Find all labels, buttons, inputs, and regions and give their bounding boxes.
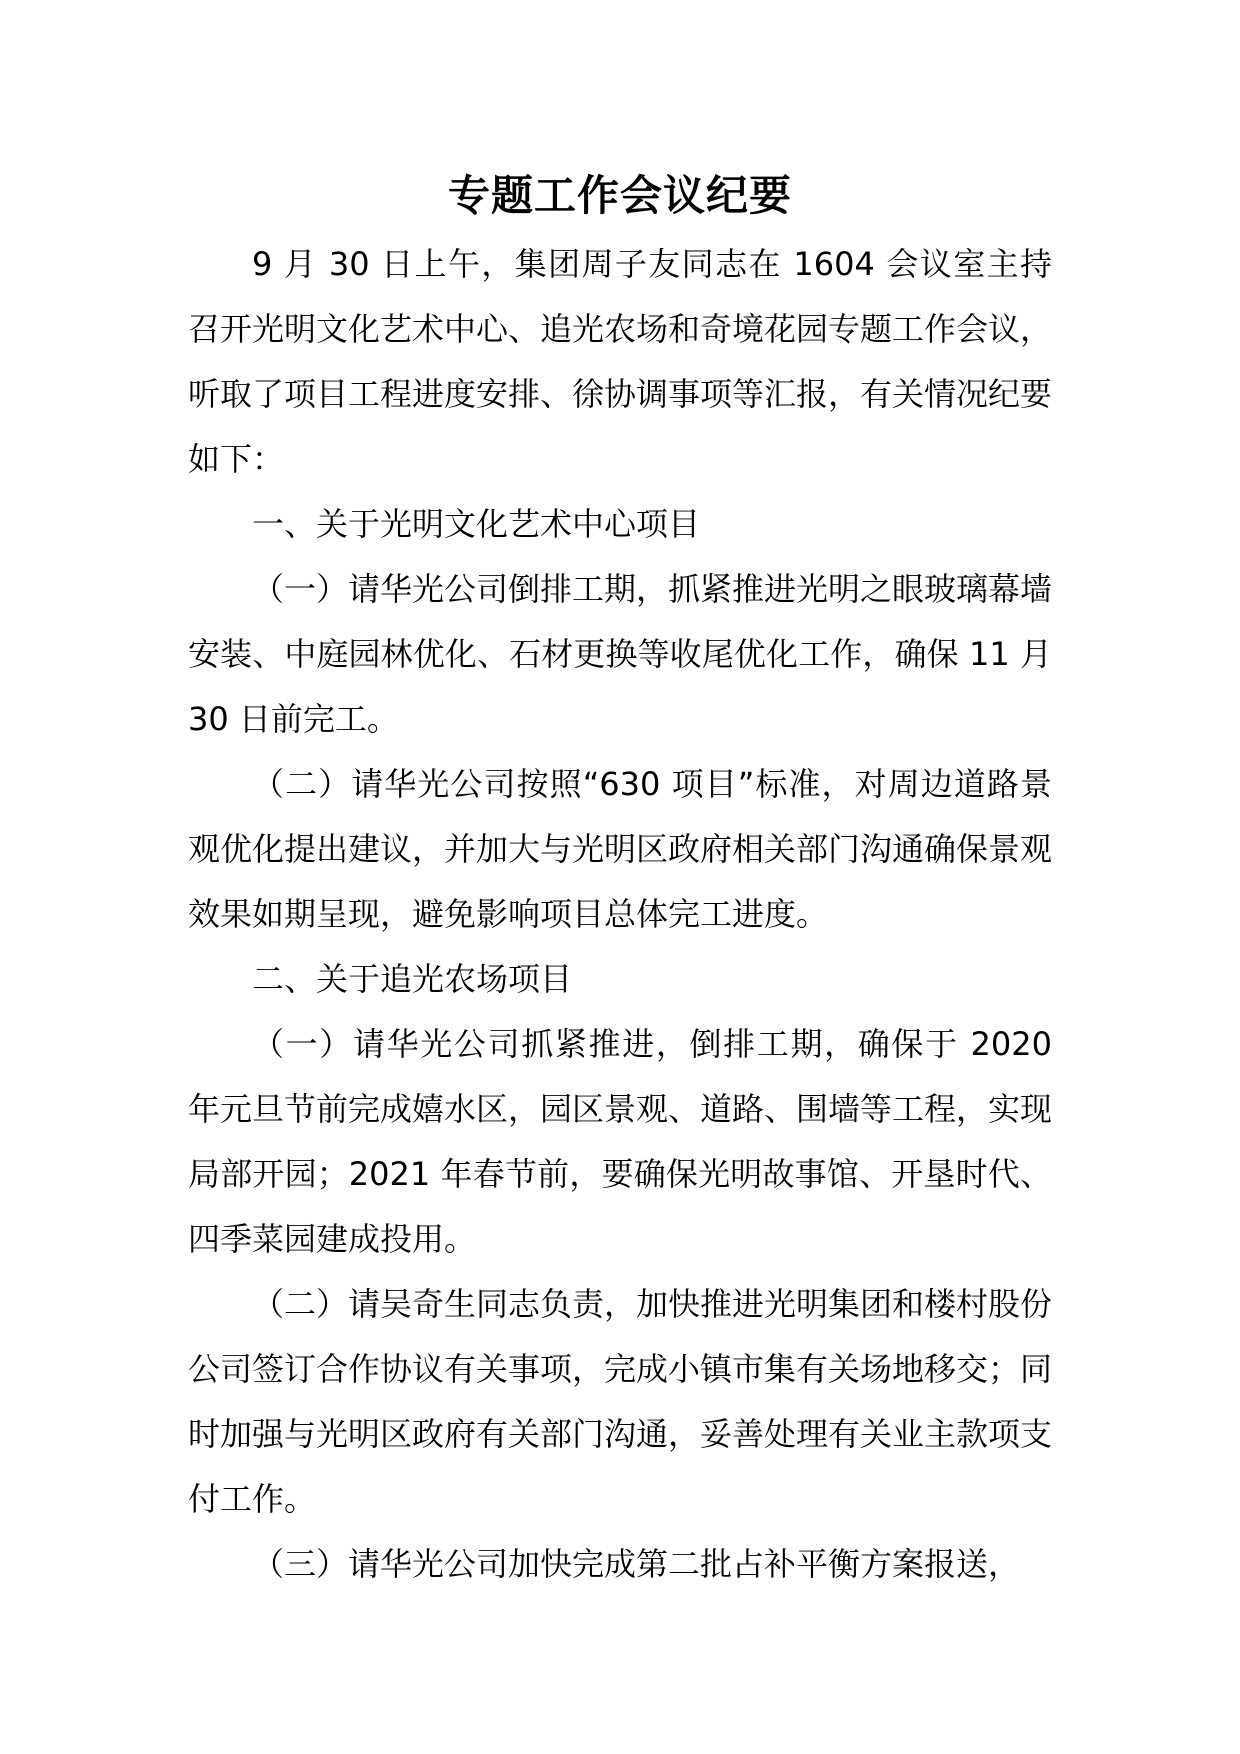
document-body xyxy=(188,232,1052,1597)
paragraph-2-3: （三）请华光公司加快完成第二批占补平衡方案报送， xyxy=(252,1545,1021,1583)
paragraph-2-1: （一）请华光公司抓紧推进，倒排工期，确保于 2020 年元旦节前完成嬉水区，园区景观、道路、围墙等工程，实现局部开园；2021 年春节前，要确保光明故事馆、开垦时代、四季菜园建成投用。 xyxy=(188,1025,1053,1258)
paragraph-1-1: （一）请华光公司倒排工期，抓紧推进光明之眼玻璃幕墙安装、中庭园林优化、石材更换等收尾优化工作，确保 11 月 30 日前完工。 xyxy=(188,570,1053,738)
paragraph-intro: 9 月 30 日上午，集团周子友同志在 1604 会议室主持召开光明文化艺术中心、追光农场和奇境花园专题工作会议，听取了项目工程进度安排、徐协调事项等汇报，有关情况纪要如下： xyxy=(188,245,1053,478)
section-heading-2: 二、关于追光农场项目 xyxy=(252,960,573,998)
document-title: 专题工作会议纪要 xyxy=(447,171,792,220)
paragraph-2-2: （二）请吴奇生同志负责，加快推进光明集团和楼村股份公司签订合作协议有关事项，完成小镇市集有关场地移交；同时加强与光明区政府有关部门沟通，妥善处理有关业主款项支付工作。 xyxy=(188,1285,1053,1518)
paragraph-1-2: （二）请华光公司按照“630 项目”标准，对周边道路景观优化提出建议，并加大与光明区政府相关部门沟通确保景观效果如期呈现，避免影响项目总体完工进度。 xyxy=(188,765,1053,933)
section-heading-1: 一、关于光明文化艺术中心项目 xyxy=(252,505,701,543)
